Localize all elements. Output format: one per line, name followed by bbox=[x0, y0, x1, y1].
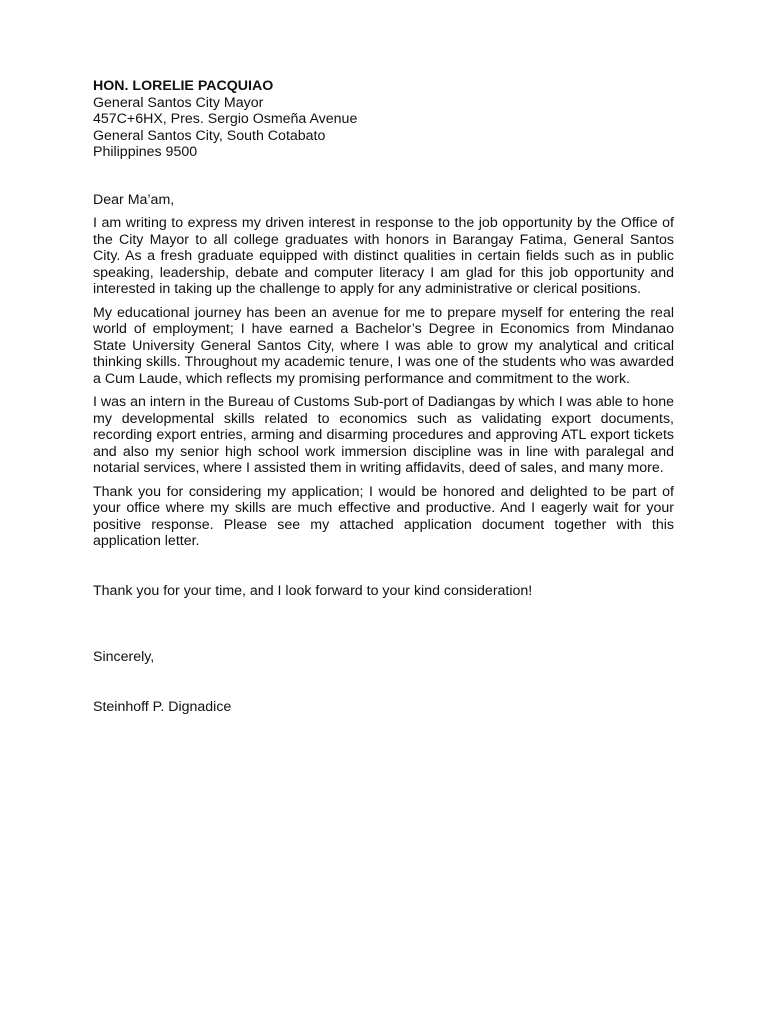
signature-name: Steinhoff P. Dignadice bbox=[93, 698, 232, 715]
recipient-city: General Santos City, South Cotabato bbox=[93, 127, 326, 144]
salutation: Dear Ma’am, bbox=[93, 191, 175, 208]
body-paragraph-4: Thank you for considering my application; I would be honored and delighted to be part of your office where my skills are much effective and productive. And I eagerly wait for your positive response. Please see my attached application document together with this application letter. bbox=[93, 483, 674, 549]
body-paragraph-3: I was an intern in the Bureau of Customs Sub-port of Dadiangas by which I was able to hone my developmental skills related to economics such as validating export documents, recording export entries, arming and disarming procedures and approving ATL export tickets and also my senior high school work immersion discipline was in line with paralegal and notarial services, where I assisted them in writing affidavits, deed of sales, and many more. bbox=[93, 394, 674, 476]
recipient-title: General Santos City Mayor bbox=[93, 94, 264, 111]
body-paragraph-2: My educational journey has been an avenue for me to prepare myself for entering the real world of employment; I have earned a Bachelor’s Degree in Economics from Mindanao State University General Santos City, where I was able to grow my analytical and critical thinking skills. Throughout my academic tenure, I was one of the students who was awarded a Cum Laude, which reflects my promising performance and commitment to the work. bbox=[93, 304, 674, 387]
recipient-address-block bbox=[93, 78, 674, 161]
recipient-name: HON. LORELIE PACQUIAO bbox=[93, 78, 274, 94]
recipient-country: Philippines 9500 bbox=[93, 144, 198, 160]
closing-thanks: Thank you for your time, and I look forward to your kind consideration! bbox=[93, 582, 533, 599]
recipient-street: 457C+6HX, Pres. Sergio Osmeña Avenue bbox=[93, 111, 358, 127]
letter-page bbox=[93, 78, 674, 715]
signoff: Sincerely, bbox=[93, 649, 155, 665]
body-paragraph-1: I am writing to express my driven interest in response to the job opportunity by the Office of the City Mayor to all college graduates with honors in Barangay Fatima, General Santos City. As a fresh graduate equipped with distinct qualities in certain fields such as in public speaking, leadership, debate and computer literacy I am glad for this job opportunity and interested in taking up the challenge to apply for any administrative or clerical positions. bbox=[93, 215, 674, 297]
